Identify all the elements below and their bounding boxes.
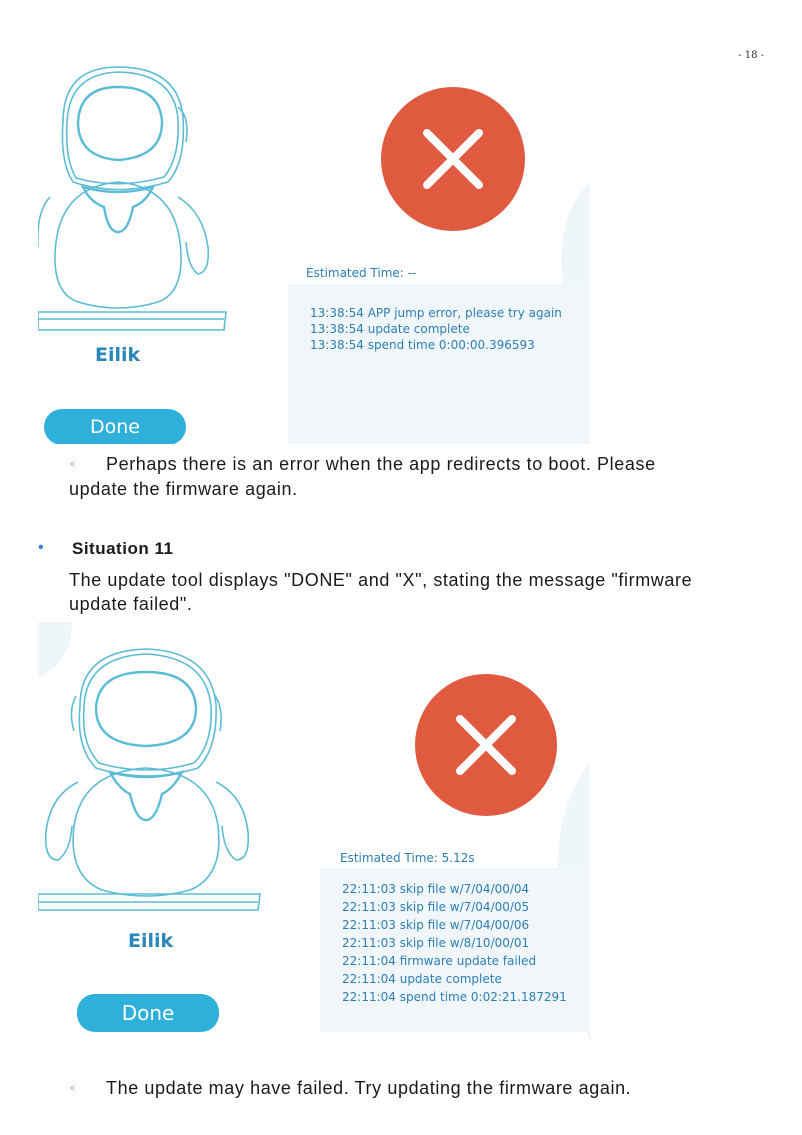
done-button[interactable]: Done xyxy=(77,994,219,1032)
log-line: 22:11:03 skip file w/7/04/00/05 xyxy=(342,900,530,914)
sub-bullet: ◦ xyxy=(70,456,75,471)
estimated-time: Estimated Time: -- xyxy=(306,266,417,280)
log-line: 22:11:04 spend time 0:02:21.187291 xyxy=(342,990,567,1004)
done-button[interactable]: Done xyxy=(44,409,186,444)
log-line: 13:38:54 APP jump error, please try again xyxy=(310,306,562,320)
page-number: - 18 - xyxy=(738,50,764,61)
update-log-panel xyxy=(288,284,590,444)
update-tool-screenshot-2 xyxy=(38,622,590,1042)
note-text-line-1: Perhaps there is an error when the app redirects to boot. Please xyxy=(106,454,656,474)
update-tool-screenshot-1 xyxy=(38,62,590,444)
estimated-time: Estimated Time: 5.12s xyxy=(340,851,475,865)
situation-text-line-1: The update tool displays "DONE" and "X", stating the message "firmware xyxy=(69,570,693,590)
note-text-line-1: The update may have failed. Try updating the firmware again. xyxy=(106,1078,632,1098)
log-line: 22:11:03 skip file w/8/10/00/01 xyxy=(342,936,530,950)
log-line: 22:11:04 firmware update failed xyxy=(342,954,537,968)
bullet: • xyxy=(38,539,44,556)
log-line: 22:11:04 update complete xyxy=(342,972,502,986)
sub-bullet: ◦ xyxy=(70,1080,75,1095)
log-line: 13:38:54 update complete xyxy=(310,322,470,336)
log-line: 13:38:54 spend time 0:00:00.396593 xyxy=(310,338,535,352)
eilik-robot-illustration xyxy=(38,62,238,342)
log-line: 22:11:03 skip file w/7/04/00/04 xyxy=(342,882,530,896)
note-text-line-2: update the firmware again. xyxy=(69,479,298,499)
situation-heading: Situation 11 xyxy=(72,539,174,558)
update-log-panel xyxy=(320,868,590,1032)
robot-label: Eilik xyxy=(128,930,174,952)
error-x-icon xyxy=(380,86,526,232)
eilik-robot-illustration xyxy=(38,646,268,921)
robot-label: Eilik xyxy=(95,344,141,366)
situation-text-line-2: update failed". xyxy=(69,594,193,614)
log-line: 22:11:03 skip file w/7/04/00/06 xyxy=(342,918,530,932)
